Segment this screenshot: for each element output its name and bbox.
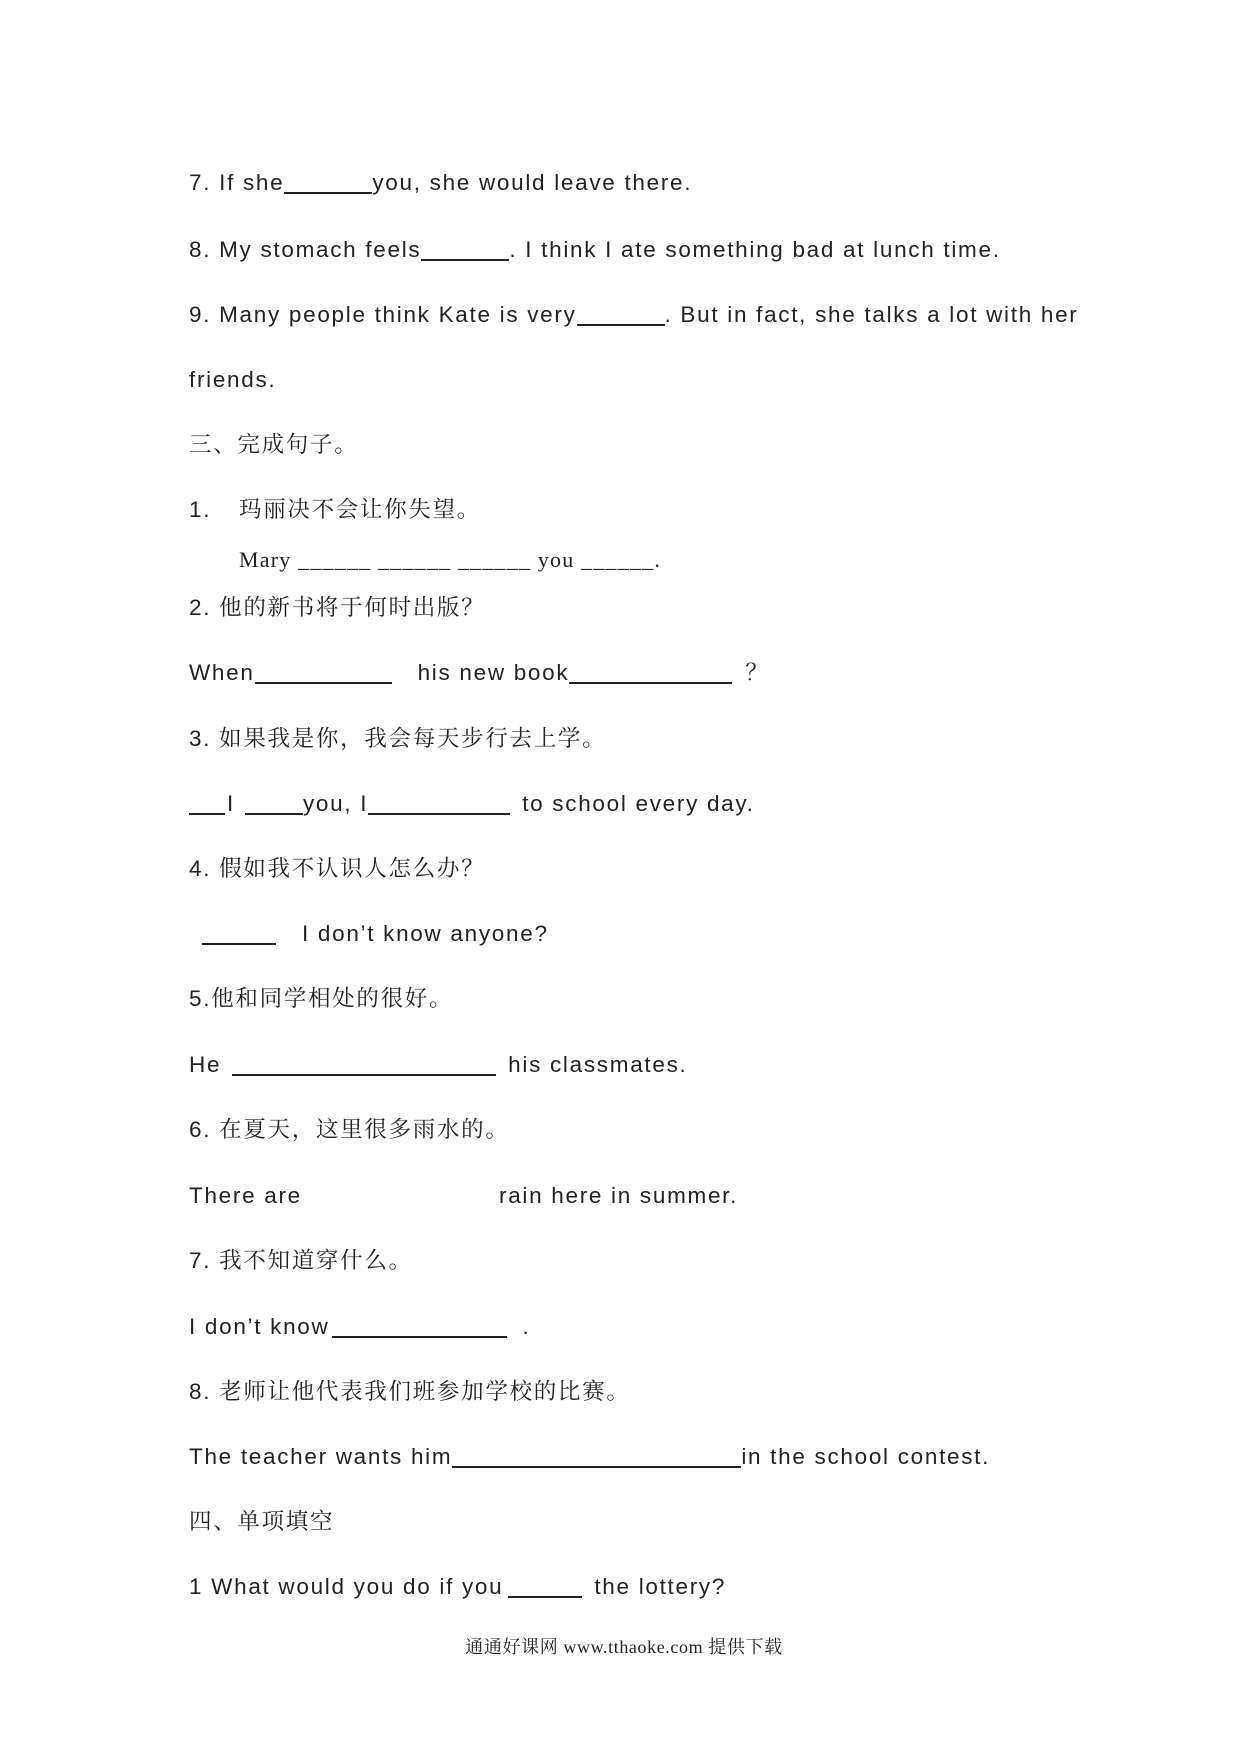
answer-blank xyxy=(255,664,392,684)
fill-in-item-8 xyxy=(189,235,1001,265)
chinese-prompt: 4. 假如我不认识人怎么办？ xyxy=(189,856,486,881)
item-text-after: . But in fact, she talks a lot with her xyxy=(664,302,1079,327)
sentence-item-3-answer-line xyxy=(189,789,755,819)
english-text: The teacher wants him xyxy=(189,1444,453,1469)
answer-blank xyxy=(508,1578,582,1598)
footer-source-note: 通通好课网 www.tthaoke.com 提供下载 xyxy=(465,1637,783,1657)
question-mark: ？ xyxy=(745,660,770,685)
item-text-before: 8. My stomach feels xyxy=(189,237,422,262)
item-text-after: the lottery? xyxy=(594,1574,727,1599)
fill-in-item-9-continuation xyxy=(189,365,276,395)
item-text-after: . I think I ate something bad at lunch time. xyxy=(509,237,1001,262)
sentence-item-3-prompt xyxy=(189,724,606,754)
sentence-item-8-prompt xyxy=(189,1377,631,1407)
answer-blank xyxy=(202,925,276,945)
item-text-before: 9. Many people think Kate is very xyxy=(189,302,577,327)
english-text: in the school contest. xyxy=(741,1444,991,1469)
period-mark: . xyxy=(522,1314,531,1339)
item-text-before: 1 What would you do if you xyxy=(189,1574,504,1599)
sentence-item-6-answer-line xyxy=(189,1181,739,1211)
item-text-continuation: friends. xyxy=(189,367,277,392)
chinese-prompt: 8. 老师让他代表我们班参加学校的比赛。 xyxy=(189,1379,631,1404)
sentence-item-5-answer-line xyxy=(189,1050,687,1080)
fill-in-item-9 xyxy=(189,300,1079,330)
section-heading-multiple-choice xyxy=(189,1507,334,1537)
answer-blank xyxy=(368,795,510,815)
chinese-prompt: 2. 他的新书将于何时出版？ xyxy=(189,595,486,620)
sentence-item-6-prompt xyxy=(189,1115,510,1145)
answer-blank xyxy=(284,174,372,194)
chinese-prompt: 7. 我不知道穿什么。 xyxy=(189,1248,413,1273)
answer-blank xyxy=(189,795,225,815)
answer-blank xyxy=(245,795,303,815)
chinese-prompt: 玛丽决不会让你失望。 xyxy=(239,497,482,522)
answer-blank xyxy=(577,306,665,326)
sentence-item-5-prompt xyxy=(189,984,453,1014)
sentence-item-2-prompt xyxy=(189,593,485,623)
answer-blank xyxy=(232,1056,496,1076)
item-number: 1. xyxy=(189,497,212,522)
english-text: his new book xyxy=(417,660,570,685)
sentence-item-1-answer-line xyxy=(239,545,661,575)
answer-blank xyxy=(452,1448,741,1468)
item-text-before: 7. If she xyxy=(189,170,285,195)
english-text: his classmates. xyxy=(508,1052,688,1077)
sentence-item-2-answer-line xyxy=(189,658,770,688)
section-heading-complete-sentences xyxy=(189,430,358,460)
sentence-item-8-answer-line xyxy=(189,1442,990,1472)
sentence-item-4-prompt xyxy=(189,854,485,884)
sentence-item-1-prompt xyxy=(189,495,482,525)
sentence-item-4-answer-line xyxy=(189,919,549,949)
english-text: you, I xyxy=(302,791,369,816)
multiple-choice-item-1 xyxy=(189,1572,726,1602)
answer-blank xyxy=(569,664,732,684)
english-text: to school every day. xyxy=(522,791,755,816)
chinese-prompt: 3. 如果我是你，我会每天步行去上学。 xyxy=(189,726,607,751)
item-text-after: you, she would leave there. xyxy=(372,170,693,195)
sentence-item-7-prompt xyxy=(189,1246,413,1276)
english-text: He xyxy=(189,1052,222,1077)
fill-in-item-7 xyxy=(189,168,692,198)
english-text: I xyxy=(227,791,235,816)
chinese-prompt: 6. 在夏天，这里很多雨水的。 xyxy=(189,1117,510,1142)
answer-blank xyxy=(421,241,509,261)
english-text: When xyxy=(189,660,255,685)
chinese-prompt: 5.他和同学相处的很好。 xyxy=(189,986,454,1011)
english-answer-line: Mary ______ ______ ______ you ______. xyxy=(239,547,662,572)
english-text: There are xyxy=(189,1183,302,1208)
sentence-item-7-answer-line xyxy=(189,1312,530,1342)
section-heading: 四、单项填空 xyxy=(189,1509,335,1534)
section-heading: 三、完成句子。 xyxy=(189,432,359,457)
english-text: I don’t know xyxy=(189,1314,330,1339)
answer-blank xyxy=(332,1318,507,1338)
english-text: rain here in summer. xyxy=(499,1183,739,1208)
english-text: I don’t know anyone? xyxy=(302,921,549,946)
